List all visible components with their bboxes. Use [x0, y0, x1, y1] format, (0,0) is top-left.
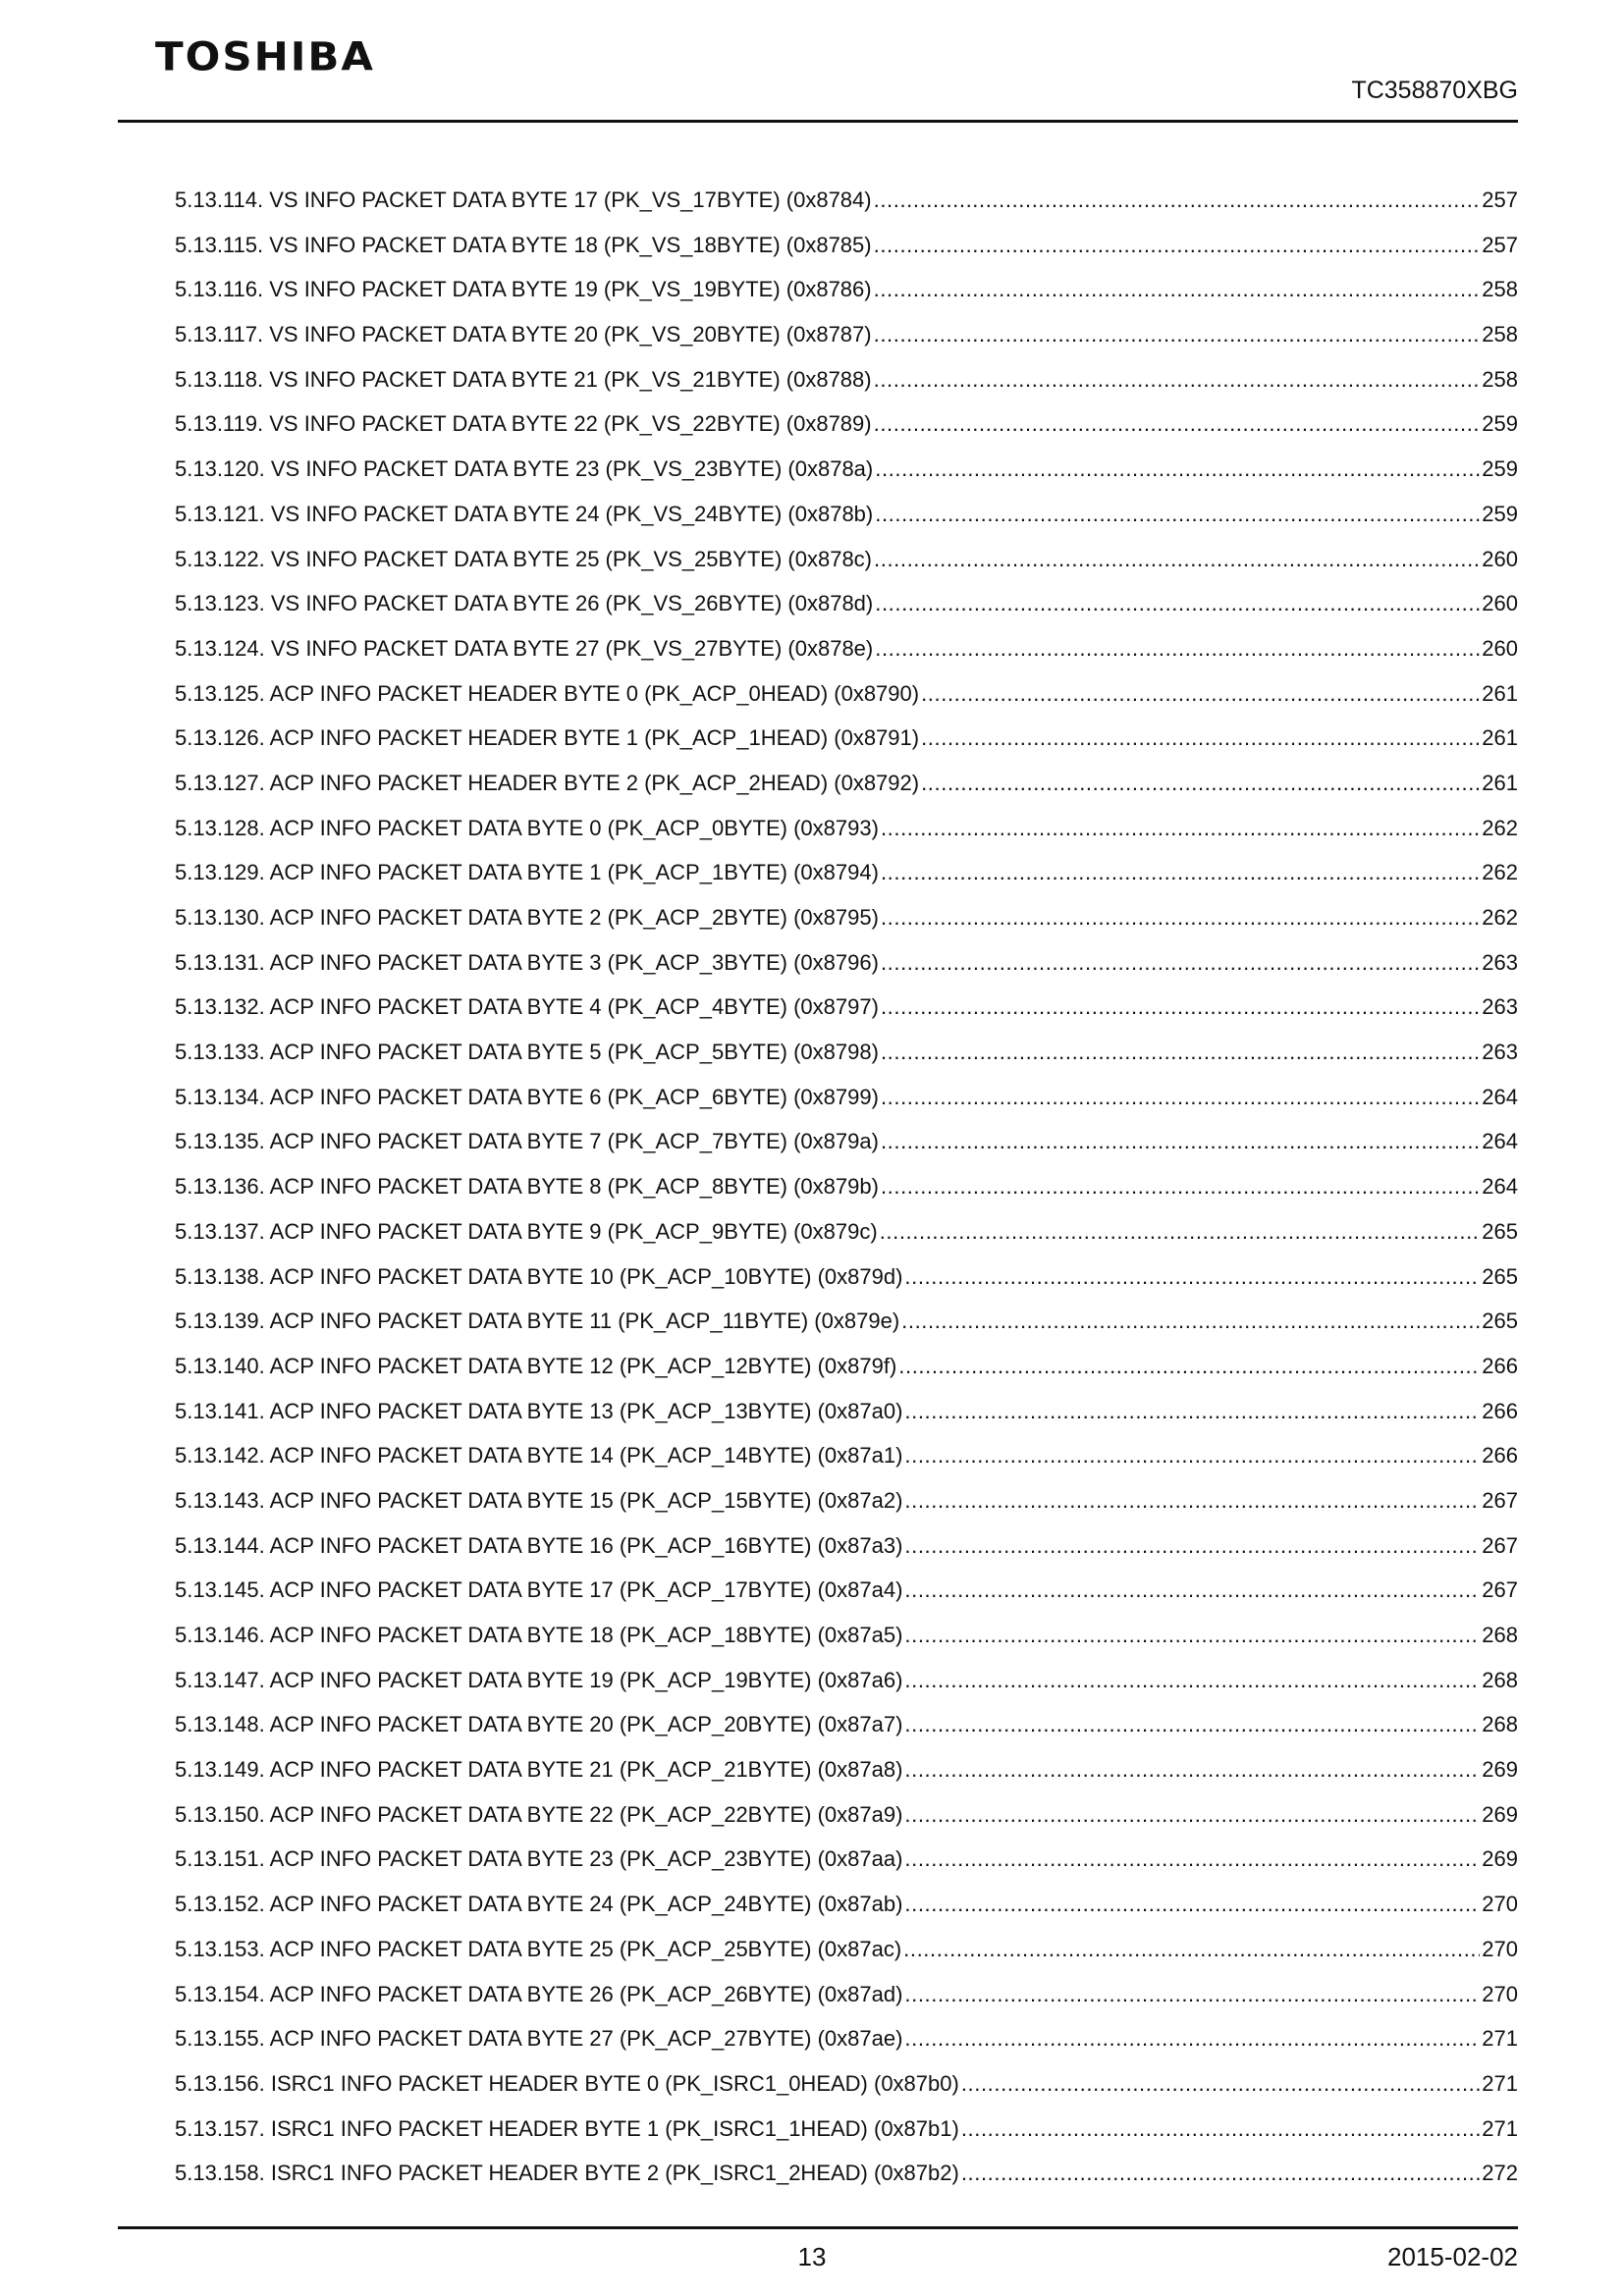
toc-entry[interactable] — [175, 1667, 1518, 1712]
toc-entry-page: 269 — [1482, 1846, 1518, 1872]
toc-entry-title: 5.13.139. ACP INFO PACKET DATA BYTE 11 (PK_ACP_11BYTE) (0x879e) — [175, 1308, 900, 1334]
toc-entry-page: 262 — [1482, 905, 1518, 930]
toc-entry[interactable] — [175, 501, 1518, 546]
toc-dot-leader — [904, 1891, 1480, 1918]
toc-entry-page: 265 — [1482, 1308, 1518, 1334]
toc-entry[interactable] — [175, 859, 1518, 904]
toc-entry-page: 259 — [1482, 501, 1518, 526]
toc-entry-page: 258 — [1482, 322, 1518, 347]
toc-entry[interactable] — [175, 1263, 1518, 1308]
toc-entry-title: 5.13.123. VS INFO PACKET DATA BYTE 26 (PK_VS_26BYTE) (0x878d) — [175, 591, 874, 616]
toc-entry-title: 5.13.148. ACP INFO PACKET DATA BYTE 20 (PK_ACP_20BYTE) (0x87a7) — [175, 1712, 903, 1737]
logo: TOSHIBA — [155, 33, 375, 80]
toc-entry[interactable] — [175, 1936, 1518, 1981]
toc-dot-leader — [904, 1756, 1480, 1784]
toc-dot-leader — [904, 1845, 1480, 1873]
toc-entry[interactable] — [175, 904, 1518, 949]
toc-entry-page: 261 — [1482, 725, 1518, 751]
toc-entry-title: 5.13.151. ACP INFO PACKET DATA BYTE 23 (PK_ACP_23BYTE) (0x87aa) — [175, 1846, 903, 1872]
toc-entry[interactable] — [175, 1173, 1518, 1218]
toc-dot-leader — [875, 455, 1480, 483]
toc-entry-title: 5.13.156. ISRC1 INFO PACKET HEADER BYTE 0 (PK_ISRC1_0HEAD) (0x87b0) — [175, 2070, 959, 2096]
toc-entry-title: 5.13.140. ACP INFO PACKET DATA BYTE 12 (PK_ACP_12BYTE) (0x879f) — [175, 1353, 897, 1378]
toc-entry-title: 5.13.142. ACP INFO PACKET DATA BYTE 14 (PK_ACP_14BYTE) (0x87a1) — [175, 1443, 903, 1468]
toc-entry-title: 5.13.125. ACP INFO PACKET HEADER BYTE 0 (PK_ACP_0HEAD) (0x8790) — [175, 680, 920, 706]
toc-dot-leader — [880, 1218, 1481, 1246]
toc-dot-leader — [881, 1039, 1480, 1066]
toc-entry-title: 5.13.136. ACP INFO PACKET DATA BYTE 8 (PK_ACP_8BYTE) (0x879b) — [175, 1174, 879, 1200]
toc-entry[interactable] — [175, 1532, 1518, 1577]
toc-entry-page: 264 — [1482, 1129, 1518, 1154]
toc-entry-page: 267 — [1482, 1577, 1518, 1603]
toc-entry-page: 262 — [1482, 815, 1518, 840]
toc-dot-leader — [961, 2115, 1480, 2143]
toc-dot-leader — [904, 1622, 1480, 1649]
toc-entry[interactable] — [175, 2160, 1518, 2205]
toc-entry-page: 265 — [1482, 1263, 1518, 1289]
toc-entry-page: 271 — [1482, 2115, 1518, 2141]
toc-dot-leader — [881, 993, 1480, 1021]
toc-entry[interactable] — [175, 1981, 1518, 2026]
toc-dot-leader — [874, 187, 1481, 214]
toc-entry-page: 259 — [1482, 456, 1518, 482]
toc-entry-page: 260 — [1482, 635, 1518, 661]
toc-entry-title: 5.13.130. ACP INFO PACKET DATA BYTE 2 (PK_ACP_2BYTE) (0x8795) — [175, 905, 879, 930]
toc-dot-leader — [921, 680, 1480, 708]
toc-entry[interactable] — [175, 680, 1518, 725]
toc-dot-leader — [904, 1442, 1480, 1469]
toc-entry[interactable] — [175, 993, 1518, 1039]
toc-entry[interactable] — [175, 187, 1518, 232]
toc-entry-title: 5.13.145. ACP INFO PACKET DATA BYTE 17 (PK_ACP_17BYTE) (0x87a4) — [175, 1577, 903, 1603]
toc-entry[interactable] — [175, 1218, 1518, 1263]
toc-entry-title: 5.13.115. VS INFO PACKET DATA BYTE 18 (PK_VS_18BYTE) (0x8785) — [175, 232, 872, 257]
toc-dot-leader — [921, 724, 1480, 752]
toc-entry[interactable] — [175, 1711, 1518, 1756]
toc-entry-page: 267 — [1482, 1487, 1518, 1513]
toc-entry-title: 5.13.153. ACP INFO PACKET DATA BYTE 25 (PK_ACP_25BYTE) (0x87ac) — [175, 1936, 902, 1961]
toc-dot-leader — [904, 1981, 1480, 2008]
toc-entry-title: 5.13.144. ACP INFO PACKET DATA BYTE 16 (PK_ACP_16BYTE) (0x87a3) — [175, 1532, 903, 1558]
toc-entry-page: 260 — [1482, 591, 1518, 616]
toc-entry[interactable] — [175, 1308, 1518, 1353]
toc-dot-leader — [904, 1667, 1480, 1694]
toc-dot-leader — [904, 1801, 1480, 1829]
page-number: 13 — [797, 2242, 827, 2271]
toc-entry-title: 5.13.141. ACP INFO PACKET DATA BYTE 13 (PK_ACP_13BYTE) (0x87a0) — [175, 1398, 903, 1423]
toc-entry[interactable] — [175, 1622, 1518, 1667]
toc-dot-leader — [961, 2070, 1480, 2098]
toc-entry[interactable] — [175, 2070, 1518, 2115]
toc-dot-leader — [898, 1353, 1480, 1380]
toc-dot-leader — [875, 501, 1480, 528]
toc-dot-leader — [904, 1487, 1480, 1515]
toc-entry-title: 5.13.137. ACP INFO PACKET DATA BYTE 9 (PK_ACP_9BYTE) (0x879c) — [175, 1218, 878, 1244]
toc-entry[interactable] — [175, 1801, 1518, 1846]
toc-entry-title: 5.13.131. ACP INFO PACKET DATA BYTE 3 (PK_ACP_3BYTE) (0x8796) — [175, 949, 879, 975]
toc-dot-leader — [904, 2025, 1480, 2053]
toc-dot-leader — [904, 1576, 1480, 1604]
table-of-contents — [175, 187, 1518, 2205]
toc-entry[interactable] — [175, 232, 1518, 277]
toc-dot-leader — [904, 1398, 1480, 1425]
toc-dot-leader — [874, 410, 1481, 438]
toc-entry[interactable] — [175, 2115, 1518, 2161]
toc-dot-leader — [881, 815, 1480, 842]
toc-entry-title: 5.13.150. ACP INFO PACKET DATA BYTE 22 (PK_ACP_22BYTE) (0x87a9) — [175, 1801, 903, 1827]
toc-entry-title: 5.13.124. VS INFO PACKET DATA BYTE 27 (PK_VS_27BYTE) (0x878e) — [175, 635, 874, 661]
toc-entry-page: 272 — [1482, 2161, 1518, 2186]
toc-entry[interactable] — [175, 1487, 1518, 1532]
toc-dot-leader — [904, 1532, 1480, 1560]
toc-entry-title: 5.13.134. ACP INFO PACKET DATA BYTE 6 (PK_ACP_6BYTE) (0x8799) — [175, 1084, 879, 1109]
toc-entry-title: 5.13.138. ACP INFO PACKET DATA BYTE 10 (PK_ACP_10BYTE) (0x879d) — [175, 1263, 903, 1289]
toc-entry-page: 266 — [1482, 1353, 1518, 1378]
toc-dot-leader — [904, 1263, 1480, 1291]
toc-entry[interactable] — [175, 455, 1518, 501]
toc-entry-title: 5.13.157. ISRC1 INFO PACKET HEADER BYTE 1 (PK_ISRC1_1HEAD) (0x87b1) — [175, 2115, 959, 2141]
toc-entry-title: 5.13.114. VS INFO PACKET DATA BYTE 17 (PK_VS_17BYTE) (0x8784) — [175, 187, 872, 212]
toc-entry-page: 270 — [1482, 1936, 1518, 1961]
toc-dot-leader — [874, 276, 1481, 303]
toc-entry-page: 258 — [1482, 366, 1518, 392]
toc-entry-page: 264 — [1482, 1084, 1518, 1109]
toc-entry-page: 259 — [1482, 411, 1518, 437]
toc-entry-page: 271 — [1482, 2026, 1518, 2052]
toc-entry-title: 5.13.129. ACP INFO PACKET DATA BYTE 1 (PK_ACP_1BYTE) (0x8794) — [175, 860, 879, 885]
toc-entry-title: 5.13.128. ACP INFO PACKET DATA BYTE 0 (PK_ACP_0BYTE) (0x8793) — [175, 815, 879, 840]
toc-entry-title: 5.13.119. VS INFO PACKET DATA BYTE 22 (PK_VS_22BYTE) (0x8789) — [175, 411, 872, 437]
toc-dot-leader — [881, 1084, 1480, 1111]
toc-entry-page: 261 — [1482, 680, 1518, 706]
toc-entry[interactable] — [175, 815, 1518, 860]
toc-entry-page: 260 — [1482, 546, 1518, 571]
toc-entry-page: 263 — [1482, 994, 1518, 1020]
toc-entry[interactable] — [175, 724, 1518, 770]
toc-entry[interactable] — [175, 276, 1518, 321]
toc-entry-title: 5.13.127. ACP INFO PACKET HEADER BYTE 2 (PK_ACP_2HEAD) (0x8792) — [175, 770, 920, 795]
toc-entry-page: 265 — [1482, 1218, 1518, 1244]
toc-entry-title: 5.13.155. ACP INFO PACKET DATA BYTE 27 (PK_ACP_27BYTE) (0x87ae) — [175, 2026, 903, 2052]
toc-entry[interactable] — [175, 1442, 1518, 1487]
toc-entry[interactable] — [175, 1845, 1518, 1891]
footer-rule — [118, 2226, 1518, 2229]
toc-dot-leader — [875, 590, 1480, 617]
document-id: TC358870XBG — [1351, 77, 1518, 104]
toc-entry-title: 5.13.152. ACP INFO PACKET DATA BYTE 24 (PK_ACP_24BYTE) (0x87ab) — [175, 1892, 903, 1917]
toc-entry-title: 5.13.154. ACP INFO PACKET DATA BYTE 26 (PK_ACP_26BYTE) (0x87ad) — [175, 1981, 903, 2006]
toc-entry-title: 5.13.135. ACP INFO PACKET DATA BYTE 7 (PK_ACP_7BYTE) (0x879a) — [175, 1129, 879, 1154]
toc-entry-page: 270 — [1482, 1981, 1518, 2006]
toc-entry-title: 5.13.133. ACP INFO PACKET DATA BYTE 5 (PK_ACP_5BYTE) (0x8798) — [175, 1040, 879, 1065]
toc-entry[interactable] — [175, 1756, 1518, 1801]
toc-dot-leader — [904, 1711, 1480, 1738]
toc-entry[interactable] — [175, 1576, 1518, 1622]
toc-entry-page: 264 — [1482, 1174, 1518, 1200]
toc-dot-leader — [881, 904, 1480, 932]
toc-entry[interactable] — [175, 1398, 1518, 1443]
toc-entry[interactable] — [175, 635, 1518, 680]
toc-entry[interactable] — [175, 2025, 1518, 2070]
toc-entry-page: 258 — [1482, 277, 1518, 302]
toc-entry[interactable] — [175, 546, 1518, 591]
toc-entry[interactable] — [175, 1891, 1518, 1936]
toc-entry-page: 268 — [1482, 1667, 1518, 1692]
toc-dot-leader — [881, 949, 1480, 977]
toc-dot-leader — [874, 546, 1480, 573]
toc-entry-page: 257 — [1482, 187, 1518, 212]
toc-dot-leader — [903, 1936, 1480, 1963]
toc-entry[interactable] — [175, 410, 1518, 455]
toc-entry-page: 269 — [1482, 1757, 1518, 1783]
toc-entry-title: 5.13.120. VS INFO PACKET DATA BYTE 23 (PK_VS_23BYTE) (0x878a) — [175, 456, 874, 482]
toc-entry[interactable] — [175, 1128, 1518, 1173]
toc-entry-page: 263 — [1482, 1040, 1518, 1065]
toc-dot-leader — [881, 1173, 1480, 1201]
toc-entry-page: 266 — [1482, 1398, 1518, 1423]
toc-entry-title: 5.13.117. VS INFO PACKET DATA BYTE 20 (PK_VS_20BYTE) (0x8787) — [175, 322, 872, 347]
toc-entry-page: 268 — [1482, 1712, 1518, 1737]
toc-entry-title: 5.13.121. VS INFO PACKET DATA BYTE 24 (PK_VS_24BYTE) (0x878b) — [175, 501, 874, 526]
toc-entry-page: 261 — [1482, 770, 1518, 795]
toc-entry-title: 5.13.146. ACP INFO PACKET DATA BYTE 18 (PK_ACP_18BYTE) (0x87a5) — [175, 1623, 903, 1647]
toc-entry-page: 269 — [1482, 1801, 1518, 1827]
toc-entry-title: 5.13.149. ACP INFO PACKET DATA BYTE 21 (PK_ACP_21BYTE) (0x87a8) — [175, 1757, 903, 1783]
toc-entry-title: 5.13.116. VS INFO PACKET DATA BYTE 19 (PK_VS_19BYTE) (0x8786) — [175, 277, 872, 302]
toc-entry-page: 267 — [1482, 1532, 1518, 1558]
toc-entry-page: 263 — [1482, 949, 1518, 975]
toc-entry[interactable] — [175, 1084, 1518, 1129]
toc-dot-leader — [874, 232, 1481, 259]
document-date: 2015-02-02 — [1387, 2242, 1518, 2271]
toc-dot-leader — [881, 859, 1480, 886]
header-rule — [118, 120, 1518, 123]
toc-dot-leader — [874, 366, 1481, 394]
toc-entry-page: 271 — [1482, 2070, 1518, 2096]
toc-entry-title: 5.13.143. ACP INFO PACKET DATA BYTE 15 (PK_ACP_15BYTE) (0x87a2) — [175, 1487, 903, 1513]
toc-dot-leader — [881, 1128, 1480, 1155]
toc-entry-page: 270 — [1482, 1892, 1518, 1917]
toc-entry-page: 268 — [1482, 1623, 1518, 1647]
toc-dot-leader — [874, 321, 1481, 348]
toc-dot-leader — [901, 1308, 1480, 1335]
toc-entry[interactable] — [175, 770, 1518, 815]
toc-entry-title: 5.13.122. VS INFO PACKET DATA BYTE 25 (PK_VS_25BYTE) (0x878c) — [175, 546, 873, 571]
toc-entry[interactable] — [175, 366, 1518, 411]
toc-entry-page: 257 — [1482, 232, 1518, 257]
toc-entry[interactable] — [175, 1353, 1518, 1398]
toc-entry-title: 5.13.147. ACP INFO PACKET DATA BYTE 19 (PK_ACP_19BYTE) (0x87a6) — [175, 1667, 903, 1692]
toc-entry-title: 5.13.158. ISRC1 INFO PACKET HEADER BYTE 2 (PK_ISRC1_2HEAD) (0x87b2) — [175, 2161, 959, 2186]
toc-entry-page: 262 — [1482, 860, 1518, 885]
toc-entry-title: 5.13.118. VS INFO PACKET DATA BYTE 21 (PK_VS_21BYTE) (0x8788) — [175, 366, 872, 392]
toc-dot-leader — [921, 770, 1480, 797]
toc-entry-page: 266 — [1482, 1443, 1518, 1468]
toc-entry[interactable] — [175, 1039, 1518, 1084]
toc-entry[interactable] — [175, 590, 1518, 635]
toc-dot-leader — [961, 2160, 1480, 2187]
toc-entry[interactable] — [175, 321, 1518, 366]
toc-dot-leader — [875, 635, 1480, 663]
toc-entry-title: 5.13.126. ACP INFO PACKET HEADER BYTE 1 (PK_ACP_1HEAD) (0x8791) — [175, 725, 920, 751]
toc-entry-title: 5.13.132. ACP INFO PACKET DATA BYTE 4 (PK_ACP_4BYTE) (0x8797) — [175, 994, 879, 1020]
toc-entry[interactable] — [175, 949, 1518, 994]
